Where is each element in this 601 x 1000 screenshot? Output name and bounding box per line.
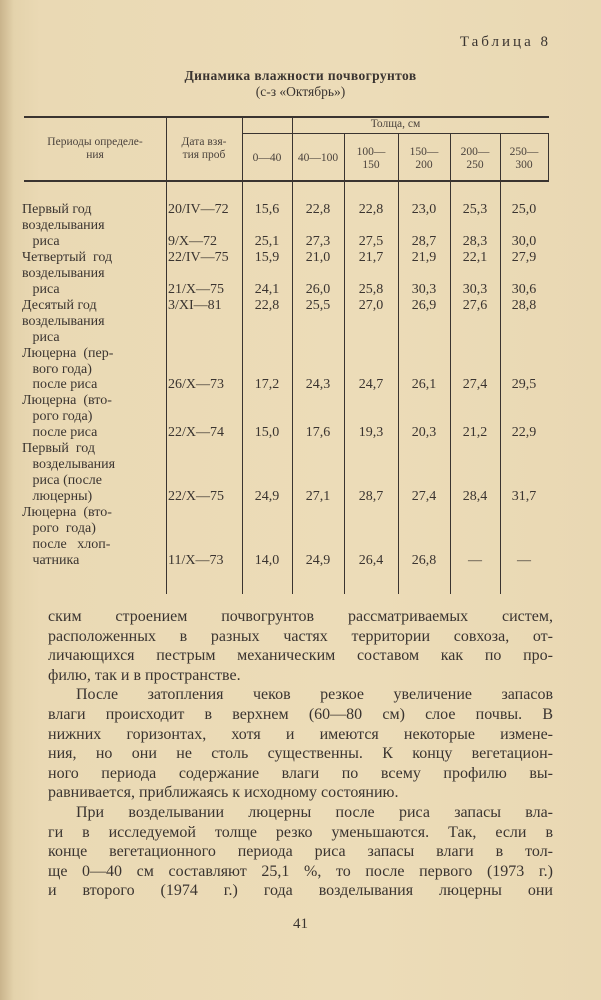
value-cell: 17,6 — [305, 425, 331, 441]
value-cell: 15,9 — [254, 249, 280, 265]
period-line: риса — [22, 233, 60, 249]
value-cell: 22,9 — [511, 425, 537, 441]
value-cell: 31,7 — [511, 489, 537, 505]
header-depth: 100— 150 — [356, 146, 386, 171]
header-depth: 0—40 — [252, 152, 282, 164]
value-cell: 27,4 — [411, 489, 437, 505]
value-cell: 23,0 — [411, 202, 437, 217]
header-sub-rule — [242, 133, 549, 134]
value-cell: 22,1 — [462, 249, 488, 265]
value-cell: 21,0 — [305, 249, 331, 265]
value-cell: 24,1 — [254, 281, 280, 297]
header-bottom-rule — [24, 180, 549, 182]
body-line: ским строением почвогрунтов рассматриваемых систем, — [48, 608, 553, 625]
value-cell: 26,4 — [358, 552, 384, 568]
date-cell: 22/X—75 — [168, 489, 224, 505]
body-line: филю, так и в пространстве. — [48, 666, 241, 684]
value-cell: 27,0 — [358, 297, 384, 313]
header-depth: 40—100 — [297, 152, 339, 164]
value-cell: 27,3 — [305, 233, 331, 249]
header-depth: 200— 250 — [460, 146, 490, 171]
period-line: риса (после — [22, 473, 103, 489]
body-line: ги в исследуемой толще резко уменьшаются. Так, если в — [48, 823, 553, 841]
value-cell: 27,1 — [305, 489, 331, 505]
period-line: Первый год — [22, 202, 92, 217]
body-line: При возделывании люцерны после риса запасы вла- — [76, 804, 553, 821]
value-cell: 26,8 — [411, 552, 437, 568]
body-line: ще 0—40 см составляют 25,1 %, то после первого (1973 г.) — [48, 862, 553, 880]
value-cell: 22,8 — [254, 297, 280, 313]
date-cell: 26/X—73 — [168, 377, 224, 393]
value-cell: 24,9 — [254, 489, 280, 505]
period-line: Десятый год — [22, 297, 97, 313]
period-line: после риса — [22, 377, 98, 393]
date-cell: 21/X—75 — [168, 281, 224, 297]
value-cell: 17,2 — [254, 377, 280, 393]
period-line: рого года) — [22, 409, 93, 425]
period-line: риса — [22, 281, 60, 297]
period-line: после хлоп- — [22, 536, 111, 552]
value-cell: — — [468, 552, 482, 568]
value-cell: 25,1 — [254, 233, 280, 249]
header-period: Периоды определе- ния — [47, 136, 143, 161]
period-line: после риса — [22, 425, 98, 441]
value-cell: 21,2 — [462, 425, 488, 441]
period-line: Люцерна (вто- — [22, 505, 112, 521]
value-cell: — — [517, 552, 531, 568]
date-cell: 3/XI—81 — [168, 297, 222, 313]
value-cell: 21,7 — [358, 249, 384, 265]
value-cell: 22,8 — [305, 202, 331, 217]
header-thickness: Толща, см — [370, 118, 421, 130]
value-cell: 28,4 — [462, 489, 488, 505]
value-cell: 15,6 — [254, 202, 280, 217]
period-line: возделывания — [22, 313, 105, 329]
period-line: Люцерна (пер- — [22, 345, 114, 361]
value-cell: 30,0 — [511, 233, 537, 249]
value-cell: 30,6 — [511, 281, 537, 297]
body-line: конце вегетационного периода риса запасы влаги в тол- — [48, 843, 553, 861]
value-cell: 25,5 — [305, 297, 331, 313]
value-cell: 27,4 — [462, 377, 488, 393]
value-cell: 20,3 — [411, 425, 437, 441]
value-cell: 27,6 — [462, 297, 488, 313]
period-line: рого года) — [22, 521, 96, 536]
value-cell: 25,0 — [511, 202, 537, 217]
value-cell: 28,3 — [462, 233, 488, 249]
date-cell: 20/IV—72 — [168, 202, 229, 217]
value-cell: 25,3 — [462, 202, 488, 217]
date-cell: 22/IV—75 — [168, 249, 229, 265]
period-line: Четвертый год — [22, 249, 113, 265]
value-cell: 27,5 — [358, 233, 384, 249]
period-line: люцерны) — [22, 489, 93, 505]
value-cell: 29,5 — [511, 377, 537, 393]
date-cell: 11/X—73 — [168, 552, 224, 568]
body-line: ния, но они не столь существенны. К концу вегетацион- — [48, 745, 553, 763]
column-divider — [548, 133, 549, 180]
value-cell: 14,0 — [254, 552, 280, 568]
period-line: чатника — [22, 552, 80, 568]
period-line: риса — [22, 329, 60, 345]
period-line: возделывания — [22, 457, 116, 473]
column-divider — [242, 116, 243, 594]
value-cell: 22,8 — [358, 202, 384, 217]
period-line: возделывания — [22, 265, 105, 281]
value-cell: 27,9 — [511, 249, 537, 265]
period-line: возделывания — [22, 217, 105, 233]
value-cell: 24,9 — [305, 552, 331, 568]
value-cell: 21,9 — [411, 249, 437, 265]
value-cell: 24,3 — [305, 377, 331, 393]
value-cell: 30,3 — [411, 281, 437, 297]
column-divider — [292, 116, 293, 594]
value-cell: 25,8 — [358, 281, 384, 297]
body-line: ного периода содержание влаги по всему профилю вы- — [48, 764, 553, 782]
value-cell: 19,3 — [358, 425, 384, 441]
body-line: равнивается, приближаясь к исходному состоянию. — [48, 784, 399, 802]
body-line: и второго (1974 г.) года возделывания люцерны они — [48, 882, 553, 900]
header-depth: 250— 300 — [509, 146, 539, 171]
date-cell: 9/X—72 — [168, 233, 217, 249]
value-cell: 28,8 — [511, 297, 537, 313]
header-date: Дата взя- тия проб — [181, 136, 227, 161]
column-divider — [166, 116, 167, 594]
body-line: личающихся пестрым механическим составом как по про- — [48, 647, 553, 665]
table-title: Динамика влажности почвогрунтов — [184, 68, 417, 83]
value-cell: 28,7 — [358, 489, 384, 505]
date-cell: 22/X—74 — [168, 425, 224, 441]
value-cell: 15,0 — [254, 425, 280, 441]
value-cell: 28,7 — [411, 233, 437, 249]
table-number: Таблица 8 — [459, 34, 551, 50]
value-cell: 24,7 — [358, 377, 384, 393]
body-line: После затопления чеков резкое увеличение запасов — [76, 686, 553, 704]
body-line: расположенных в разных частях территории совхоза, от- — [48, 627, 553, 645]
value-cell: 26,1 — [411, 377, 437, 393]
body-line: влаги происходит в верхнем (60—80 см) слое почвы. В — [48, 706, 553, 723]
table-subtitle: (с-з «Октябрь») — [255, 84, 346, 99]
period-line: вого года) — [22, 361, 92, 377]
page-number: 41 — [293, 916, 308, 932]
value-cell: 26,9 — [411, 297, 437, 313]
value-cell: 26,0 — [305, 281, 331, 297]
body-line: нижних горизонтах, хотя и имеются некоторые измене- — [48, 725, 553, 743]
value-cell: 30,3 — [462, 281, 488, 297]
header-depth: 150— 200 — [409, 146, 439, 171]
period-line: Первый год — [22, 441, 95, 457]
period-line: Люцерна (вто- — [22, 393, 112, 409]
